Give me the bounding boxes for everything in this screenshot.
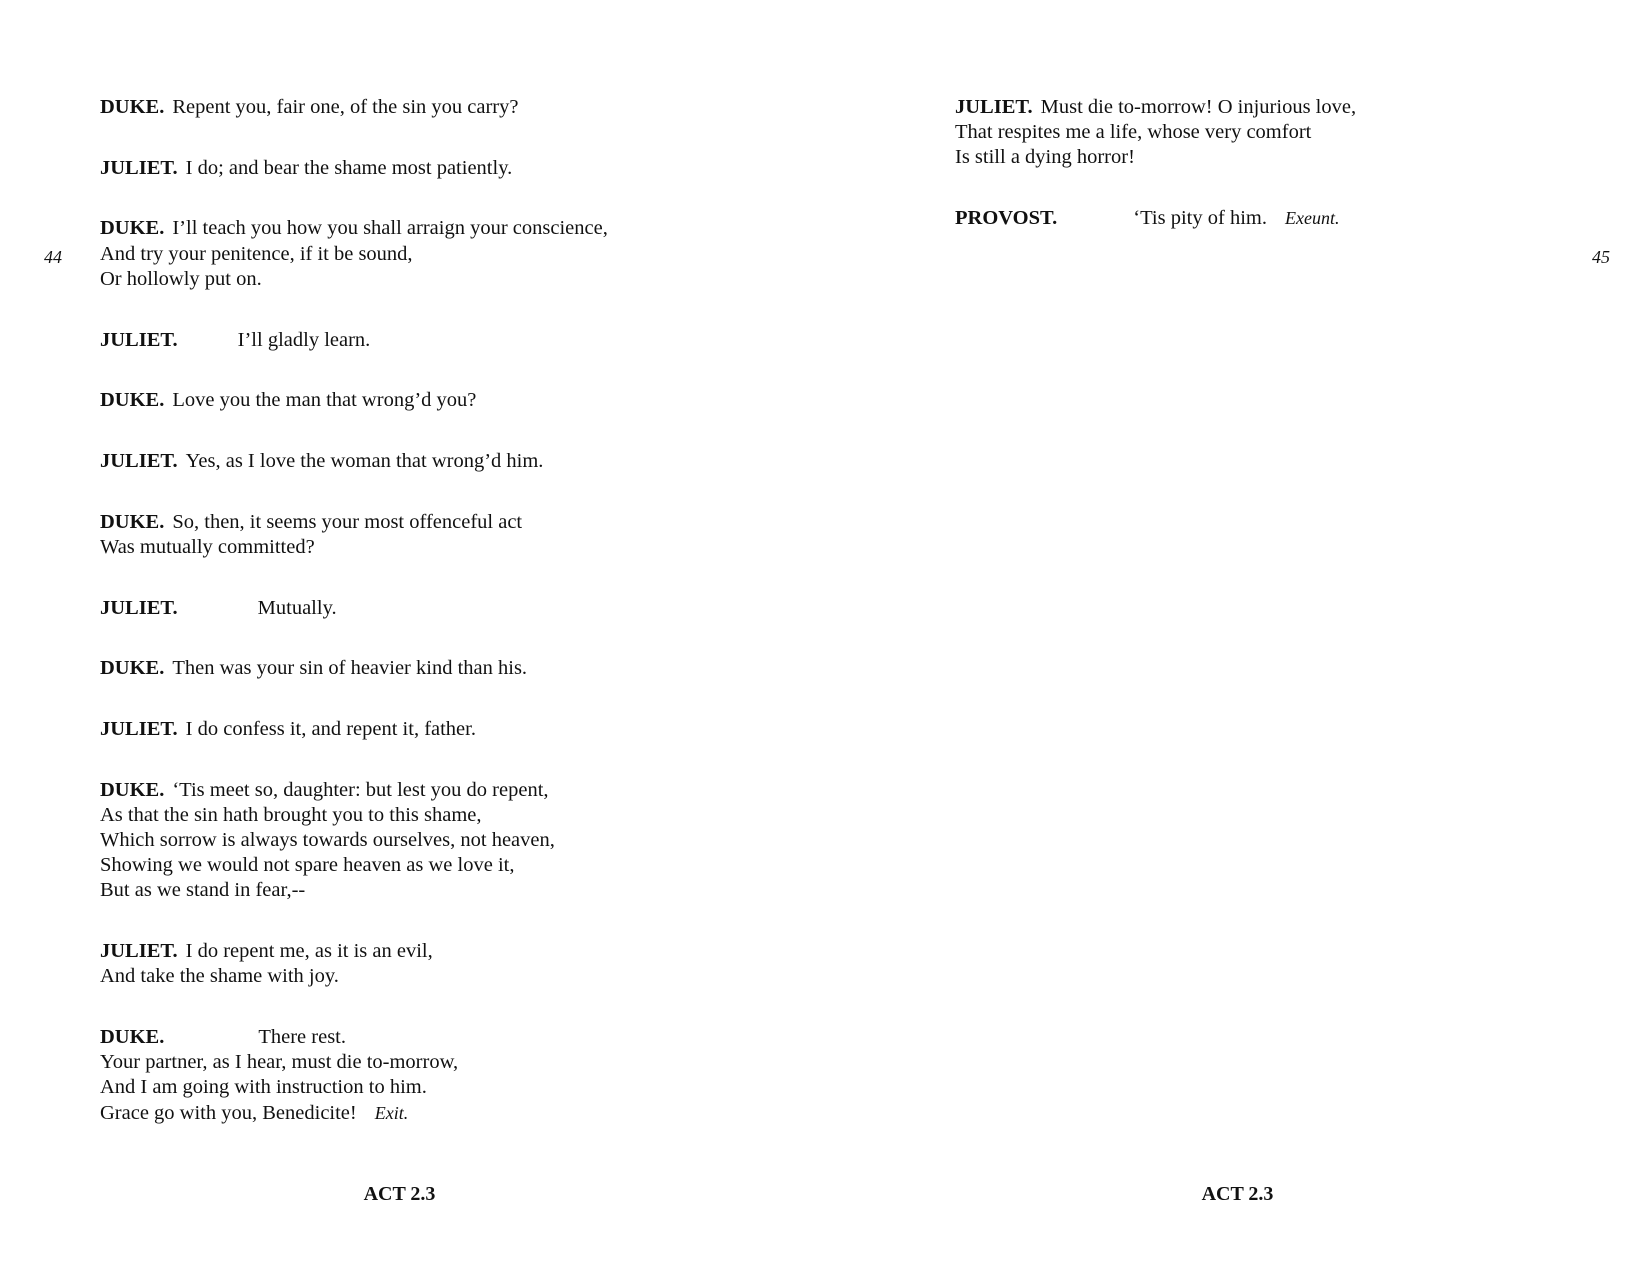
page-number: 45 bbox=[1592, 247, 1610, 267]
speech bbox=[100, 95, 780, 120]
verse-line: And try your penitence, if it be sound, bbox=[100, 242, 413, 265]
page-footer: ACT 2.3 bbox=[1201, 1183, 1274, 1205]
speaker-name: JULIET. bbox=[100, 328, 178, 351]
speaker-name: JULIET. bbox=[100, 156, 178, 179]
verse-line: As that the sin hath brought you to this shame, bbox=[100, 803, 482, 826]
speaker-name: DUKE. bbox=[100, 657, 165, 680]
speech-text: Yes, as I love the woman that wrong’d him. bbox=[185, 449, 544, 472]
verse-line bbox=[955, 206, 1605, 231]
speech-text: I do repent me, as it is an evil, bbox=[185, 940, 433, 963]
verse-line bbox=[100, 656, 780, 681]
verse-line bbox=[955, 95, 1605, 120]
verse-line bbox=[100, 388, 780, 413]
verse-line bbox=[100, 778, 780, 803]
verse-line bbox=[100, 510, 780, 535]
verse-line: Or hollowly put on. bbox=[100, 267, 262, 290]
speech-text: ‘Tis pity of him. bbox=[1133, 207, 1267, 230]
speech bbox=[100, 156, 780, 181]
verse-line: Was mutually committed? bbox=[100, 535, 315, 558]
speaker-name: JULIET. bbox=[100, 717, 178, 740]
play-text bbox=[100, 95, 780, 1161]
speech bbox=[100, 596, 780, 621]
speech bbox=[100, 388, 780, 413]
right-page bbox=[825, 0, 1650, 1275]
speech-text: ‘Tis meet so, daughter: but lest you do repent, bbox=[172, 778, 549, 801]
speaker-name: DUKE. bbox=[100, 389, 165, 412]
speech bbox=[100, 510, 780, 560]
speaker-name: PROVOST. bbox=[955, 207, 1058, 230]
speech-text: I do confess it, and repent it, father. bbox=[185, 717, 476, 740]
speech-text: Repent you, fair one, of the sin you carry? bbox=[172, 96, 519, 118]
verse-line: But as we stand in fear,-- bbox=[100, 879, 306, 902]
speech bbox=[100, 1025, 780, 1126]
speech bbox=[100, 328, 780, 353]
speech bbox=[100, 216, 780, 292]
speaker-name: DUKE. bbox=[100, 1026, 165, 1049]
verse-line: That respites me a life, whose very comfort bbox=[955, 121, 1312, 144]
play-text bbox=[955, 95, 1605, 267]
speech bbox=[955, 95, 1605, 171]
speech bbox=[100, 939, 780, 989]
speech bbox=[100, 656, 780, 681]
speaker-name: DUKE. bbox=[100, 778, 165, 801]
verse-line: Showing we would not spare heaven as we love it, bbox=[100, 854, 515, 877]
speech-text: There rest. bbox=[258, 1026, 347, 1049]
speech bbox=[100, 717, 780, 742]
verse-line: And I am going with instruction to him. bbox=[100, 1076, 427, 1099]
verse-line bbox=[100, 156, 780, 181]
speaker-name: JULIET. bbox=[100, 596, 178, 619]
verse-line bbox=[100, 328, 780, 353]
speaker-name: DUKE. bbox=[100, 96, 165, 118]
verse-line bbox=[100, 449, 780, 474]
speech-text: Love you the man that wrong’d you? bbox=[172, 389, 477, 412]
stage-direction: Exeunt. bbox=[1284, 208, 1340, 229]
verse-line bbox=[100, 216, 780, 241]
verse-line: And take the shame with joy. bbox=[100, 965, 339, 988]
page-number: 44 bbox=[44, 247, 62, 267]
speech-text: Grace go with you, Benedicite! bbox=[100, 1101, 357, 1124]
speaker-name: JULIET. bbox=[100, 449, 178, 472]
verse-line: Which sorrow is always towards ourselves, not heaven, bbox=[100, 829, 555, 852]
speech-text: Then was your sin of heavier kind than his. bbox=[172, 657, 528, 680]
verse-line bbox=[100, 717, 780, 742]
verse-line bbox=[100, 596, 780, 621]
speaker-name: JULIET. bbox=[100, 940, 178, 963]
verse-line: Is still a dying horror! bbox=[955, 146, 1135, 169]
stage-direction: Exit. bbox=[374, 1102, 409, 1123]
speech-text: I’ll gladly learn. bbox=[237, 328, 371, 351]
page-footer: ACT 2.3 bbox=[363, 1183, 436, 1205]
speech-text: Must die to-morrow! O injurious love, bbox=[1040, 96, 1357, 118]
speech-text: I’ll teach you how you shall arraign your conscience, bbox=[172, 217, 608, 240]
speech-text: I do; and bear the shame most patiently. bbox=[185, 156, 513, 179]
speaker-name: DUKE. bbox=[100, 510, 165, 533]
speech bbox=[100, 778, 780, 904]
speaker-name: JULIET. bbox=[955, 96, 1033, 118]
verse-line bbox=[100, 939, 780, 964]
verse-line bbox=[100, 1101, 780, 1126]
speech bbox=[955, 206, 1605, 231]
speech-text: Mutually. bbox=[257, 596, 337, 619]
verse-line bbox=[100, 95, 780, 120]
verse-line: Your partner, as I hear, must die to-morrow, bbox=[100, 1051, 459, 1074]
speech bbox=[100, 449, 780, 474]
speech-text: So, then, it seems your most offenceful act bbox=[172, 510, 523, 533]
speaker-name: DUKE. bbox=[100, 217, 165, 240]
verse-line bbox=[100, 1025, 780, 1050]
